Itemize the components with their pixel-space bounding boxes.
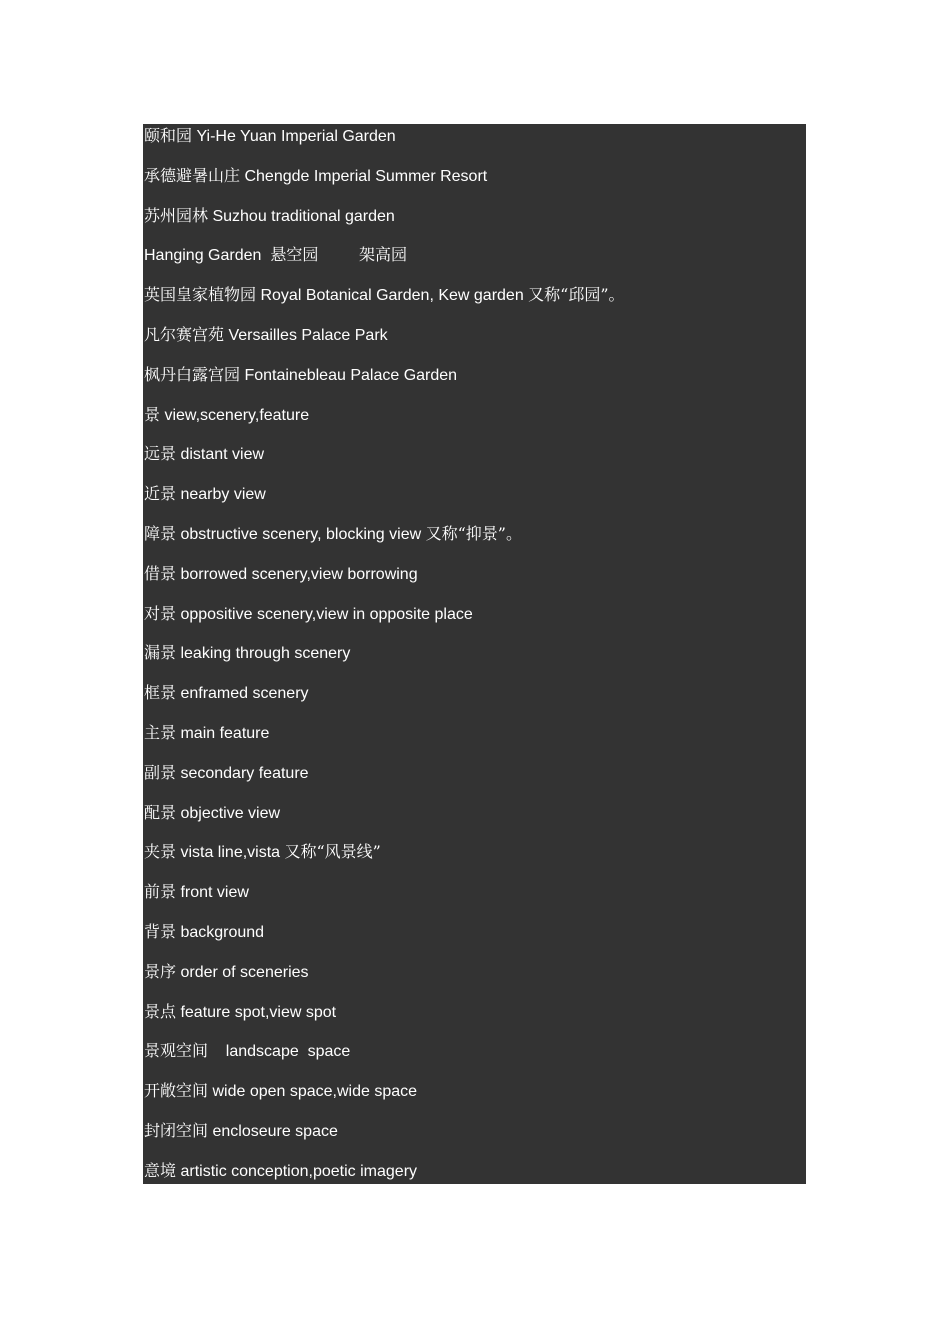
entry-english-term: Suzhou traditional garden <box>208 207 395 225</box>
entry-chinese-term: 对景 <box>144 603 177 623</box>
entry-chinese-term: 枫丹白露宫园 <box>144 364 241 384</box>
glossary-entry <box>144 243 407 267</box>
entry-english-term: background <box>176 924 265 941</box>
glossary-entry <box>144 403 309 427</box>
entry-chinese-term: 远景 <box>144 444 177 464</box>
entry-english-term: obstructive scenery, blocking view <box>176 526 426 543</box>
entry-english-term: leaking through scenery <box>176 645 351 663</box>
glossary-entry <box>144 602 473 626</box>
glossary-entry <box>144 960 309 984</box>
entry-english-term: Royal Botanical Garden, Kew garden <box>256 287 529 305</box>
entry-english-term: Fontainebleau Palace Garden <box>240 366 458 384</box>
entry-chinese-term: 英国皇家植物园 <box>144 285 257 305</box>
entry-chinese-term: 夹景 <box>144 842 177 862</box>
entry-english-term: encloseure space <box>208 1123 338 1140</box>
entry-chinese-term: 景观空间 <box>144 1041 209 1061</box>
entry-english-term: order of sceneries <box>176 963 309 981</box>
entry-chinese-term: 封闭空间 <box>144 1121 209 1140</box>
glossary-entry <box>144 1159 417 1183</box>
entry-english-term: front view <box>176 884 249 902</box>
glossary-entry <box>144 363 457 387</box>
entry-chinese-term: 开敞空间 <box>144 1081 209 1101</box>
glossary-entry <box>144 1039 350 1063</box>
entry-chinese-term: 景 <box>144 404 161 424</box>
entry-chinese-term: 副景 <box>144 762 177 782</box>
entry-chinese-term: 景序 <box>144 961 177 981</box>
glossary-entry <box>144 641 350 665</box>
glossary-entry <box>144 1119 338 1143</box>
entry-english-term: oppositive scenery,view in opposite place <box>176 605 473 623</box>
entry-chinese-term: 近景 <box>144 484 177 504</box>
entry-chinese-term: 意境 <box>144 1160 177 1180</box>
entry-chinese-term: 框景 <box>144 683 177 703</box>
entry-english-term: Hanging Garden <box>144 247 271 265</box>
entry-english-term: distant view <box>176 446 265 464</box>
entry-chinese-term: 配景 <box>144 802 177 822</box>
entry-english-term: secondary feature <box>176 764 309 782</box>
glossary-entry <box>144 442 264 466</box>
entry-chinese-term: 障景 <box>144 524 177 543</box>
entry-english-term: feature spot,view spot <box>176 1003 337 1021</box>
entry-note: 又称“抑景”。 <box>425 524 522 543</box>
entry-english-term: enframed scenery <box>176 685 309 703</box>
entry-english-term: Versailles Palace Park <box>224 327 388 344</box>
glossary-entry <box>144 721 269 745</box>
entry-chinese-term: 凡尔赛宫苑 <box>144 325 225 344</box>
glossary-entry <box>144 681 309 705</box>
entry-english-term: borrowed scenery,view borrowing <box>176 565 418 583</box>
entry-chinese-term: 背景 <box>144 922 177 941</box>
glossary-entry <box>144 840 381 864</box>
entry-chinese-term: 借景 <box>144 563 177 583</box>
glossary-entry <box>144 880 249 904</box>
entry-chinese-term: 主景 <box>144 723 177 742</box>
entry-english-term: vista line,vista <box>176 844 285 862</box>
glossary-entry <box>144 124 396 148</box>
entry-note: 又称“风景线” <box>284 842 381 862</box>
entry-chinese-term: 景点 <box>144 1001 177 1021</box>
entry-chinese-term: 漏景 <box>144 643 177 663</box>
glossary-entry <box>144 323 388 347</box>
entry-chinese-term: 颐和园 <box>144 126 193 145</box>
entry-english-term: nearby view <box>176 486 266 504</box>
glossary-entry <box>144 164 487 188</box>
glossary-entry <box>144 522 522 546</box>
entry-english-term: main feature <box>176 725 270 742</box>
entry-chinese-term: 苏州园林 <box>144 205 209 225</box>
glossary-entry <box>144 761 309 785</box>
glossary-entry <box>144 801 280 825</box>
glossary-entry <box>144 920 264 944</box>
glossary-entry <box>144 562 418 586</box>
entry-chinese-term: 承德避暑山庄 <box>144 165 241 185</box>
glossary-entry <box>144 1000 336 1024</box>
entry-english-term: view,scenery,feature <box>160 406 310 424</box>
entry-english-term: landscape space <box>208 1043 351 1061</box>
glossary-entry <box>144 1079 417 1103</box>
entry-english-term: Yi-He Yuan Imperial Garden <box>192 128 396 145</box>
entry-english-term: artistic conception,poetic imagery <box>176 1162 418 1180</box>
entry-chinese-term: 前景 <box>144 882 177 902</box>
entry-english-term: objective view <box>176 804 281 822</box>
glossary-entry <box>144 204 395 228</box>
glossary-entry <box>144 283 625 307</box>
glossary-entry <box>144 482 266 506</box>
entry-note: 悬空园 架高园 <box>270 245 408 265</box>
entry-note: 又称“邱园”。 <box>528 285 625 305</box>
entry-english-term: Chengde Imperial Summer Resort <box>240 167 488 185</box>
entry-english-term: wide open space,wide space <box>208 1083 418 1101</box>
